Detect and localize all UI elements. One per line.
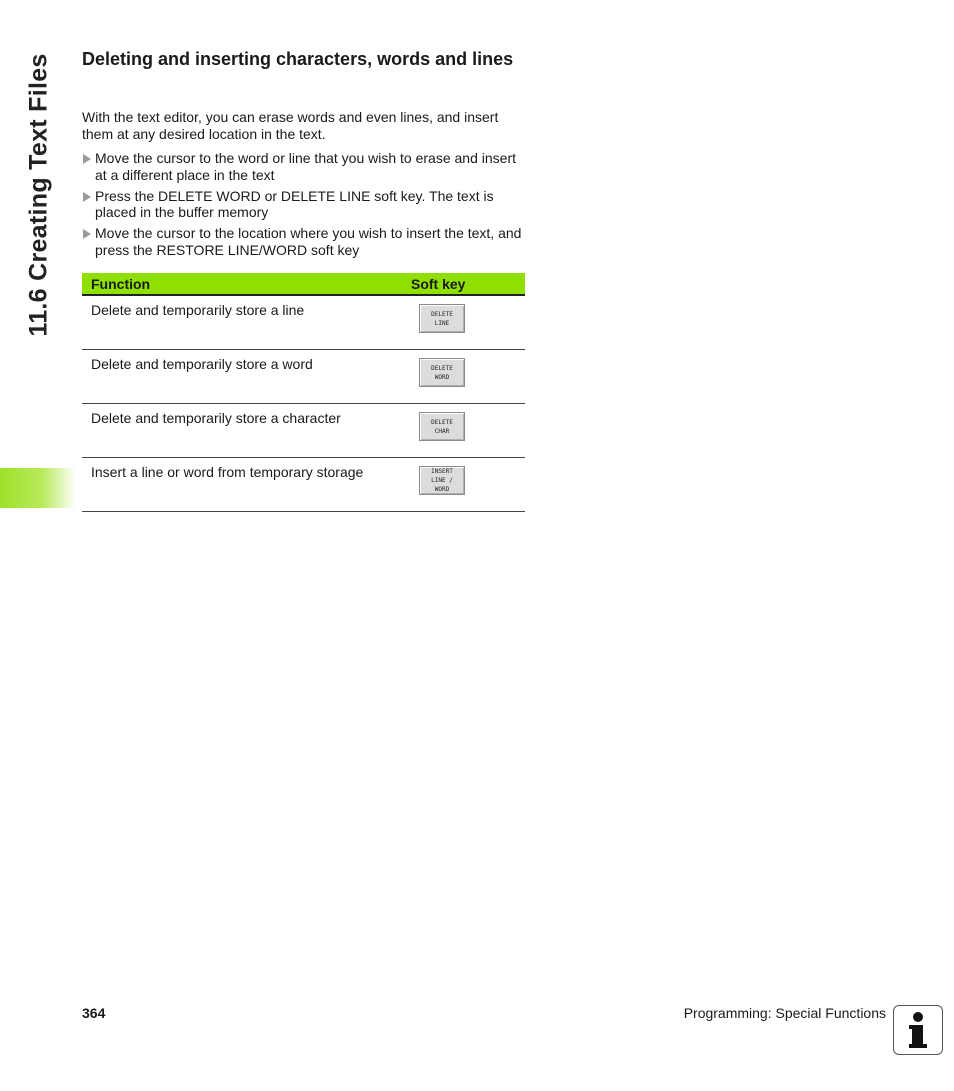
step-item — [82, 150, 527, 183]
delete-char-softkey[interactable] — [419, 412, 465, 441]
header-soft-key: Soft key — [411, 273, 525, 295]
chapter-side-title — [17, 50, 61, 340]
section-heading: Deleting and inserting characters, words and lines — [82, 49, 514, 69]
page-number: 364 — [82, 1005, 106, 1021]
softkey-line: WORD — [434, 373, 450, 381]
step-list — [82, 150, 527, 263]
step-item — [82, 188, 527, 221]
table-row — [82, 350, 525, 404]
info-icon — [893, 1005, 943, 1055]
softkey-cell — [411, 295, 525, 350]
softkey-line: DELETE — [431, 418, 453, 426]
softkey-line: CHAR — [434, 427, 450, 435]
insert-line-word-softkey[interactable] — [419, 466, 465, 495]
delete-word-softkey[interactable] — [419, 358, 465, 387]
bullet-arrow-icon — [83, 154, 91, 164]
function-cell: Delete and temporarily store a character — [82, 404, 411, 458]
delete-line-softkey[interactable] — [419, 304, 465, 333]
table-header-row — [82, 273, 525, 295]
function-cell: Insert a line or word from temporary storage — [82, 458, 411, 512]
bullet-arrow-icon — [83, 229, 91, 239]
step-text: Move the cursor to the location where you wish to insert the text, and press the RESTORE LINE/WORD soft key — [95, 225, 522, 258]
function-cell: Delete and temporarily store a line — [82, 295, 411, 350]
table-row — [82, 404, 525, 458]
chapter-tab-marker — [0, 468, 76, 508]
footer-chapter-title: Programming: Special Functions — [683, 1005, 886, 1021]
softkey-line: DELETE — [431, 364, 453, 372]
softkey-cell — [411, 350, 525, 404]
softkey-line: INSERT — [431, 468, 453, 475]
step-text: Move the cursor to the word or line that you wish to erase and insert at a different place in the text — [95, 150, 516, 183]
softkey-line: LINE — [434, 319, 450, 327]
chapter-title-text: 11.6 Creating Text Files — [24, 53, 53, 337]
function-cell: Delete and temporarily store a word — [82, 350, 411, 404]
softkey-line: WORD — [434, 486, 450, 493]
step-text: Press the DELETE WORD or DELETE LINE soft key. The text is placed in the buffer memory — [95, 187, 494, 220]
bullet-arrow-icon — [83, 192, 91, 202]
softkey-cell — [411, 458, 525, 512]
softkey-line: LINE / — [431, 477, 453, 484]
step-item — [82, 225, 527, 258]
intro-paragraph: With the text editor, you can erase words and even lines, and insert them at any desired location in the text. — [82, 109, 499, 142]
header-function: Function — [82, 273, 411, 295]
table-row — [82, 295, 525, 350]
softkey-cell — [411, 404, 525, 458]
table-row — [82, 458, 525, 512]
softkey-table — [82, 273, 525, 512]
softkey-line: DELETE — [431, 310, 453, 318]
